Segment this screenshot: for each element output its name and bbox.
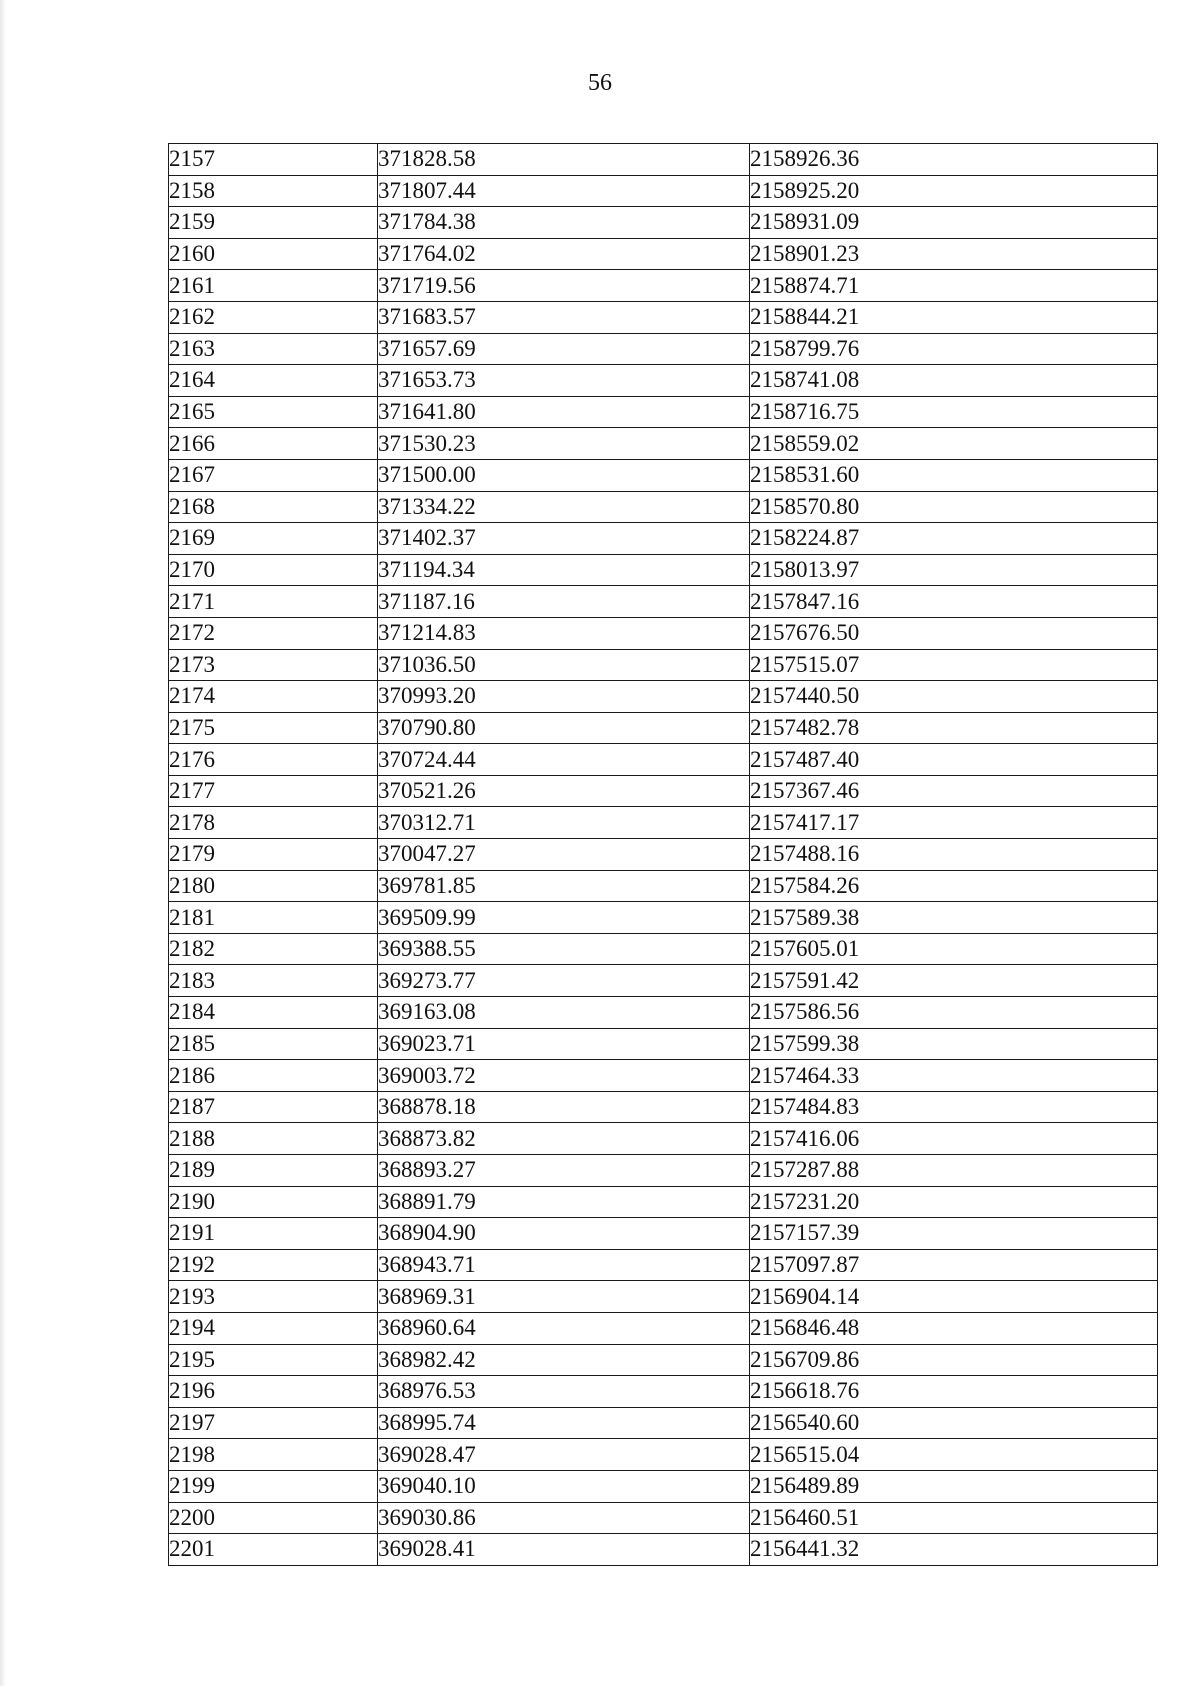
y-coordinate-cell: 2158224.87 bbox=[750, 523, 1158, 555]
table-row bbox=[169, 1470, 1158, 1502]
y-coordinate-cell: 2156540.60 bbox=[750, 1407, 1158, 1439]
y-coordinate-cell: 2157599.38 bbox=[750, 1028, 1158, 1060]
coordinate-table-container bbox=[168, 143, 1157, 1566]
x-coordinate-cell: 371784.38 bbox=[378, 207, 750, 239]
x-coordinate-cell: 368891.79 bbox=[378, 1186, 750, 1218]
table-row bbox=[169, 586, 1158, 618]
x-coordinate-cell: 370312.71 bbox=[378, 807, 750, 839]
table-row bbox=[169, 1312, 1158, 1344]
table-row bbox=[169, 207, 1158, 239]
y-coordinate-cell: 2158931.09 bbox=[750, 207, 1158, 239]
x-coordinate-cell: 369388.55 bbox=[378, 933, 750, 965]
x-coordinate-cell: 371683.57 bbox=[378, 301, 750, 333]
x-coordinate-cell: 370047.27 bbox=[378, 839, 750, 871]
y-coordinate-cell: 2157488.16 bbox=[750, 839, 1158, 871]
y-coordinate-cell: 2158559.02 bbox=[750, 428, 1158, 460]
y-coordinate-cell: 2157287.88 bbox=[750, 1155, 1158, 1187]
point-id-cell: 2180 bbox=[169, 870, 378, 902]
x-coordinate-cell: 371187.16 bbox=[378, 586, 750, 618]
scan-edge bbox=[0, 0, 6, 1686]
table-row bbox=[169, 238, 1158, 270]
x-coordinate-cell: 370993.20 bbox=[378, 681, 750, 713]
page-number: 56 bbox=[588, 70, 612, 96]
point-id-cell: 2174 bbox=[169, 681, 378, 713]
x-coordinate-cell: 371194.34 bbox=[378, 554, 750, 586]
x-coordinate-cell: 369028.47 bbox=[378, 1439, 750, 1471]
coordinate-table bbox=[168, 143, 1158, 1566]
point-id-cell: 2168 bbox=[169, 491, 378, 523]
x-coordinate-cell: 371641.80 bbox=[378, 396, 750, 428]
point-id-cell: 2181 bbox=[169, 902, 378, 934]
y-coordinate-cell: 2158741.08 bbox=[750, 365, 1158, 397]
y-coordinate-cell: 2157440.50 bbox=[750, 681, 1158, 713]
y-coordinate-cell: 2158716.75 bbox=[750, 396, 1158, 428]
table-row bbox=[169, 712, 1158, 744]
x-coordinate-cell: 371334.22 bbox=[378, 491, 750, 523]
table-row bbox=[169, 1407, 1158, 1439]
table-row bbox=[169, 459, 1158, 491]
point-id-cell: 2188 bbox=[169, 1123, 378, 1155]
x-coordinate-cell: 369163.08 bbox=[378, 997, 750, 1029]
point-id-cell: 2178 bbox=[169, 807, 378, 839]
x-coordinate-cell: 369781.85 bbox=[378, 870, 750, 902]
x-coordinate-cell: 371402.37 bbox=[378, 523, 750, 555]
table-row bbox=[169, 775, 1158, 807]
x-coordinate-cell: 371500.00 bbox=[378, 459, 750, 491]
y-coordinate-cell: 2156515.04 bbox=[750, 1439, 1158, 1471]
y-coordinate-cell: 2158570.80 bbox=[750, 491, 1158, 523]
y-coordinate-cell: 2158926.36 bbox=[750, 144, 1158, 176]
x-coordinate-cell: 371719.56 bbox=[378, 270, 750, 302]
y-coordinate-cell: 2156709.86 bbox=[750, 1344, 1158, 1376]
table-row bbox=[169, 965, 1158, 997]
point-id-cell: 2170 bbox=[169, 554, 378, 586]
x-coordinate-cell: 368873.82 bbox=[378, 1123, 750, 1155]
x-coordinate-cell: 370790.80 bbox=[378, 712, 750, 744]
table-row bbox=[169, 1155, 1158, 1187]
table-row bbox=[169, 270, 1158, 302]
y-coordinate-cell: 2157487.40 bbox=[750, 744, 1158, 776]
x-coordinate-cell: 368904.90 bbox=[378, 1218, 750, 1250]
y-coordinate-cell: 2157847.16 bbox=[750, 586, 1158, 618]
x-coordinate-cell: 370724.44 bbox=[378, 744, 750, 776]
point-id-cell: 2184 bbox=[169, 997, 378, 1029]
table-row bbox=[169, 365, 1158, 397]
y-coordinate-cell: 2156904.14 bbox=[750, 1281, 1158, 1313]
table-row bbox=[169, 997, 1158, 1029]
table-row bbox=[169, 649, 1158, 681]
table-row bbox=[169, 175, 1158, 207]
point-id-cell: 2173 bbox=[169, 649, 378, 681]
table-row bbox=[169, 1123, 1158, 1155]
y-coordinate-cell: 2158013.97 bbox=[750, 554, 1158, 586]
y-coordinate-cell: 2157097.87 bbox=[750, 1249, 1158, 1281]
y-coordinate-cell: 2158901.23 bbox=[750, 238, 1158, 270]
table-row bbox=[169, 1439, 1158, 1471]
y-coordinate-cell: 2157417.17 bbox=[750, 807, 1158, 839]
point-id-cell: 2159 bbox=[169, 207, 378, 239]
x-coordinate-cell: 369509.99 bbox=[378, 902, 750, 934]
point-id-cell: 2176 bbox=[169, 744, 378, 776]
point-id-cell: 2182 bbox=[169, 933, 378, 965]
x-coordinate-cell: 371214.83 bbox=[378, 617, 750, 649]
table-row bbox=[169, 1534, 1158, 1566]
table-row bbox=[169, 870, 1158, 902]
table-row bbox=[169, 1502, 1158, 1534]
x-coordinate-cell: 368982.42 bbox=[378, 1344, 750, 1376]
point-id-cell: 2158 bbox=[169, 175, 378, 207]
point-id-cell: 2195 bbox=[169, 1344, 378, 1376]
table-row bbox=[169, 301, 1158, 333]
y-coordinate-cell: 2157584.26 bbox=[750, 870, 1158, 902]
point-id-cell: 2191 bbox=[169, 1218, 378, 1250]
x-coordinate-cell: 371530.23 bbox=[378, 428, 750, 460]
x-coordinate-cell: 368878.18 bbox=[378, 1091, 750, 1123]
y-coordinate-cell: 2157515.07 bbox=[750, 649, 1158, 681]
y-coordinate-cell: 2157367.46 bbox=[750, 775, 1158, 807]
x-coordinate-cell: 371036.50 bbox=[378, 649, 750, 681]
y-coordinate-cell: 2157589.38 bbox=[750, 902, 1158, 934]
table-row bbox=[169, 396, 1158, 428]
point-id-cell: 2196 bbox=[169, 1376, 378, 1408]
point-id-cell: 2175 bbox=[169, 712, 378, 744]
x-coordinate-cell: 368943.71 bbox=[378, 1249, 750, 1281]
point-id-cell: 2171 bbox=[169, 586, 378, 618]
point-id-cell: 2201 bbox=[169, 1534, 378, 1566]
table-row bbox=[169, 333, 1158, 365]
point-id-cell: 2163 bbox=[169, 333, 378, 365]
x-coordinate-cell: 371828.58 bbox=[378, 144, 750, 176]
point-id-cell: 2172 bbox=[169, 617, 378, 649]
point-id-cell: 2164 bbox=[169, 365, 378, 397]
table-row bbox=[169, 1218, 1158, 1250]
x-coordinate-cell: 368893.27 bbox=[378, 1155, 750, 1187]
point-id-cell: 2166 bbox=[169, 428, 378, 460]
point-id-cell: 2197 bbox=[169, 1407, 378, 1439]
point-id-cell: 2189 bbox=[169, 1155, 378, 1187]
table-row bbox=[169, 839, 1158, 871]
y-coordinate-cell: 2156441.32 bbox=[750, 1534, 1158, 1566]
point-id-cell: 2167 bbox=[169, 459, 378, 491]
point-id-cell: 2187 bbox=[169, 1091, 378, 1123]
x-coordinate-cell: 368976.53 bbox=[378, 1376, 750, 1408]
table-row bbox=[169, 491, 1158, 523]
table-row bbox=[169, 617, 1158, 649]
table-row bbox=[169, 428, 1158, 460]
x-coordinate-cell: 369023.71 bbox=[378, 1028, 750, 1060]
table-row bbox=[169, 807, 1158, 839]
x-coordinate-cell: 368960.64 bbox=[378, 1312, 750, 1344]
table-row bbox=[169, 144, 1158, 176]
y-coordinate-cell: 2157676.50 bbox=[750, 617, 1158, 649]
point-id-cell: 2185 bbox=[169, 1028, 378, 1060]
point-id-cell: 2177 bbox=[169, 775, 378, 807]
x-coordinate-cell: 371764.02 bbox=[378, 238, 750, 270]
table-row bbox=[169, 933, 1158, 965]
table-row bbox=[169, 1060, 1158, 1092]
y-coordinate-cell: 2158799.76 bbox=[750, 333, 1158, 365]
point-id-cell: 2160 bbox=[169, 238, 378, 270]
table-row bbox=[169, 1186, 1158, 1218]
y-coordinate-cell: 2158874.71 bbox=[750, 270, 1158, 302]
y-coordinate-cell: 2156846.48 bbox=[750, 1312, 1158, 1344]
y-coordinate-cell: 2158844.21 bbox=[750, 301, 1158, 333]
point-id-cell: 2198 bbox=[169, 1439, 378, 1471]
table-row bbox=[169, 1249, 1158, 1281]
table-row bbox=[169, 1091, 1158, 1123]
point-id-cell: 2192 bbox=[169, 1249, 378, 1281]
y-coordinate-cell: 2157586.56 bbox=[750, 997, 1158, 1029]
point-id-cell: 2194 bbox=[169, 1312, 378, 1344]
x-coordinate-cell: 371657.69 bbox=[378, 333, 750, 365]
point-id-cell: 2193 bbox=[169, 1281, 378, 1313]
point-id-cell: 2157 bbox=[169, 144, 378, 176]
table-row bbox=[169, 1281, 1158, 1313]
x-coordinate-cell: 369040.10 bbox=[378, 1470, 750, 1502]
y-coordinate-cell: 2157605.01 bbox=[750, 933, 1158, 965]
x-coordinate-cell: 368969.31 bbox=[378, 1281, 750, 1313]
x-coordinate-cell: 370521.26 bbox=[378, 775, 750, 807]
table-row bbox=[169, 1376, 1158, 1408]
x-coordinate-cell: 371807.44 bbox=[378, 175, 750, 207]
x-coordinate-cell: 371653.73 bbox=[378, 365, 750, 397]
coordinate-table-body bbox=[169, 144, 1158, 1566]
y-coordinate-cell: 2157464.33 bbox=[750, 1060, 1158, 1092]
y-coordinate-cell: 2156489.89 bbox=[750, 1470, 1158, 1502]
x-coordinate-cell: 368995.74 bbox=[378, 1407, 750, 1439]
y-coordinate-cell: 2157231.20 bbox=[750, 1186, 1158, 1218]
y-coordinate-cell: 2156618.76 bbox=[750, 1376, 1158, 1408]
point-id-cell: 2169 bbox=[169, 523, 378, 555]
table-row bbox=[169, 744, 1158, 776]
x-coordinate-cell: 369003.72 bbox=[378, 1060, 750, 1092]
x-coordinate-cell: 369028.41 bbox=[378, 1534, 750, 1566]
point-id-cell: 2161 bbox=[169, 270, 378, 302]
point-id-cell: 2165 bbox=[169, 396, 378, 428]
y-coordinate-cell: 2157484.83 bbox=[750, 1091, 1158, 1123]
point-id-cell: 2186 bbox=[169, 1060, 378, 1092]
y-coordinate-cell: 2157591.42 bbox=[750, 965, 1158, 997]
table-row bbox=[169, 1344, 1158, 1376]
y-coordinate-cell: 2158925.20 bbox=[750, 175, 1158, 207]
table-row bbox=[169, 681, 1158, 713]
x-coordinate-cell: 369030.86 bbox=[378, 1502, 750, 1534]
y-coordinate-cell: 2158531.60 bbox=[750, 459, 1158, 491]
point-id-cell: 2183 bbox=[169, 965, 378, 997]
y-coordinate-cell: 2156460.51 bbox=[750, 1502, 1158, 1534]
y-coordinate-cell: 2157157.39 bbox=[750, 1218, 1158, 1250]
y-coordinate-cell: 2157482.78 bbox=[750, 712, 1158, 744]
point-id-cell: 2190 bbox=[169, 1186, 378, 1218]
point-id-cell: 2179 bbox=[169, 839, 378, 871]
point-id-cell: 2162 bbox=[169, 301, 378, 333]
table-row bbox=[169, 523, 1158, 555]
x-coordinate-cell: 369273.77 bbox=[378, 965, 750, 997]
point-id-cell: 2199 bbox=[169, 1470, 378, 1502]
table-row bbox=[169, 554, 1158, 586]
table-row bbox=[169, 1028, 1158, 1060]
table-row bbox=[169, 902, 1158, 934]
y-coordinate-cell: 2157416.06 bbox=[750, 1123, 1158, 1155]
point-id-cell: 2200 bbox=[169, 1502, 378, 1534]
